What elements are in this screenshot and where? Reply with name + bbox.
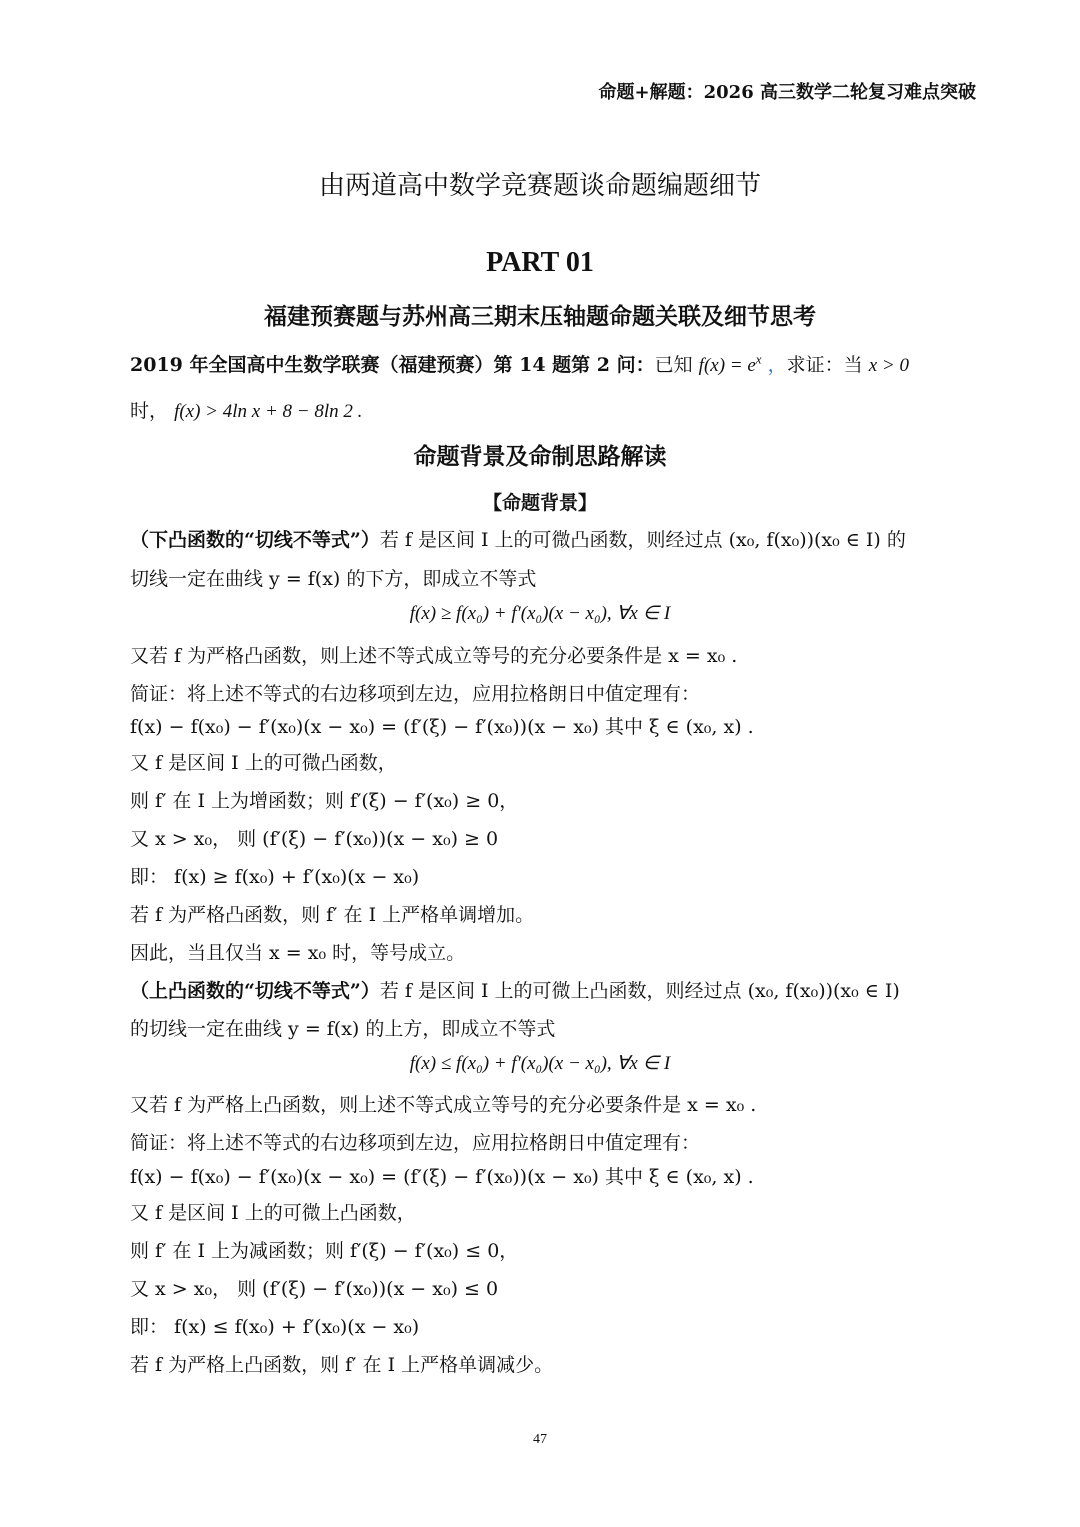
problem-text-a: 已知 <box>654 354 699 376</box>
text-line-21: 若 f 为严格上凸函数，则 f′ 在 I 上严格单调减少。 <box>130 1354 554 1376</box>
text-line-20: 即： f(x) ≤ f(x₀) + f′(x₀)(x − x₀) <box>130 1316 420 1338</box>
concave-statement: 若 f 是区间 I 上的可微上凸函数，则经过点 (x₀, f(x₀))(x₀ ∈ I) <box>379 980 900 1002</box>
concave-heading: （上凸函数的“切线不等式”） <box>130 980 380 1002</box>
text-line-15: 简证：将上述不等式的右边移项到左边，应用拉格朗日中值定理有： <box>130 1132 701 1154</box>
page-number: 47 <box>533 1432 547 1447</box>
bracket-heading: 【命题背景】 <box>482 492 597 514</box>
text-line-3: 又若 f 为严格凸函数，则上述不等式成立等号的充分必要条件是 x = x₀ . <box>130 645 738 667</box>
problem-exponent: x <box>755 351 762 367</box>
problem-comma: ， <box>767 354 787 376</box>
text-line-6: 又 f 是区间 I 上的可微凸函数， <box>130 752 397 774</box>
text-line-13: 的切线一定在曲线 y = f(x) 的上方，即成立不等式 <box>130 1018 556 1040</box>
text-line-10: 若 f 为严格凸函数，则 f′ 在 I 上严格单调增加。 <box>130 904 535 926</box>
problem-function: f(x) = e <box>698 355 756 376</box>
document-title: 由两道高中数学竞赛题谈命题编题细节 <box>318 171 761 201</box>
text-line-11: 因此，当且仅当 x = x₀ 时，等号成立。 <box>130 942 466 964</box>
problem-source: 2019 年全国高中生数学联赛（福建预赛）第 14 题第 2 问： <box>130 354 655 376</box>
text-line-17: 又 f 是区间 I 上的可微上凸函数， <box>130 1202 416 1224</box>
part-heading: PART 01 <box>486 247 594 278</box>
text-line-8: 又 x > x₀， 则 (f′(ξ) − f′(x₀))(x − x₀) ≥ 0 <box>130 828 499 850</box>
text-line-2: 切线一定在曲线 y = f(x) 的下方，即成立不等式 <box>130 568 537 590</box>
page-header: 命题+解题：2026 高三数学二轮复习难点突破 <box>598 82 976 103</box>
text-line-7: 则 f′ 在 I 上为增函数；则 f′(ξ) − f′(x₀) ≥ 0， <box>130 790 519 812</box>
section-title: 命题背景及命制思路解读 <box>413 443 667 470</box>
text-line-12 <box>130 976 900 1003</box>
problem-statement-line-2 <box>130 396 362 423</box>
text-line-14: 又若 f 为严格上凸函数，则上述不等式成立等号的充分必要条件是 x = x₀ . <box>130 1094 757 1116</box>
text-line-5: f(x) − f(x₀) − f′(x₀)(x − x₀) = (f′(ξ) − f′(x₀))(x − x₀) 其中 ξ ∈ (x₀, x) . <box>130 716 754 738</box>
part-subtitle: 福建预赛题与苏州高三期末压轴题命题关联及细节思考 <box>264 303 816 330</box>
inequality-2: f(x) ≤ f(x₀) + f′(x₀)(x − x₀), ∀x ∈ I <box>409 1053 671 1074</box>
inequality-1: f(x) ≥ f(x₀) + f′(x₀)(x − x₀), ∀x ∈ I <box>409 603 671 624</box>
text-line-1 <box>130 525 906 552</box>
problem-condition: x > 0 <box>868 355 909 376</box>
text-line-9: 即： f(x) ≥ f(x₀) + f′(x₀)(x − x₀) <box>130 866 420 888</box>
convex-statement: 若 f 是区间 I 上的可微凸函数，则经过点 (x₀, f(x₀))(x₀ ∈ I) 的 <box>379 529 906 551</box>
text-line-4: 简证：将上述不等式的右边移项到左边，应用拉格朗日中值定理有： <box>130 683 701 705</box>
problem-text-b: 求证：当 <box>786 354 869 376</box>
problem-line2-prefix: 时， <box>130 400 169 422</box>
text-line-16: f(x) − f(x₀) − f′(x₀)(x − x₀) = (f′(ξ) − f′(x₀))(x − x₀) 其中 ξ ∈ (x₀, x) . <box>130 1166 754 1188</box>
convex-heading: （下凸函数的“切线不等式”） <box>130 529 380 551</box>
problem-statement-line-1 <box>130 350 909 377</box>
text-line-19: 又 x > x₀， 则 (f′(ξ) − f′(x₀))(x − x₀) ≤ 0 <box>130 1278 499 1300</box>
text-line-18: 则 f′ 在 I 上为减函数；则 f′(ξ) − f′(x₀) ≤ 0， <box>130 1240 519 1262</box>
problem-inequality: f(x) > 4ln x + 8 − 8ln 2 . <box>174 401 363 422</box>
